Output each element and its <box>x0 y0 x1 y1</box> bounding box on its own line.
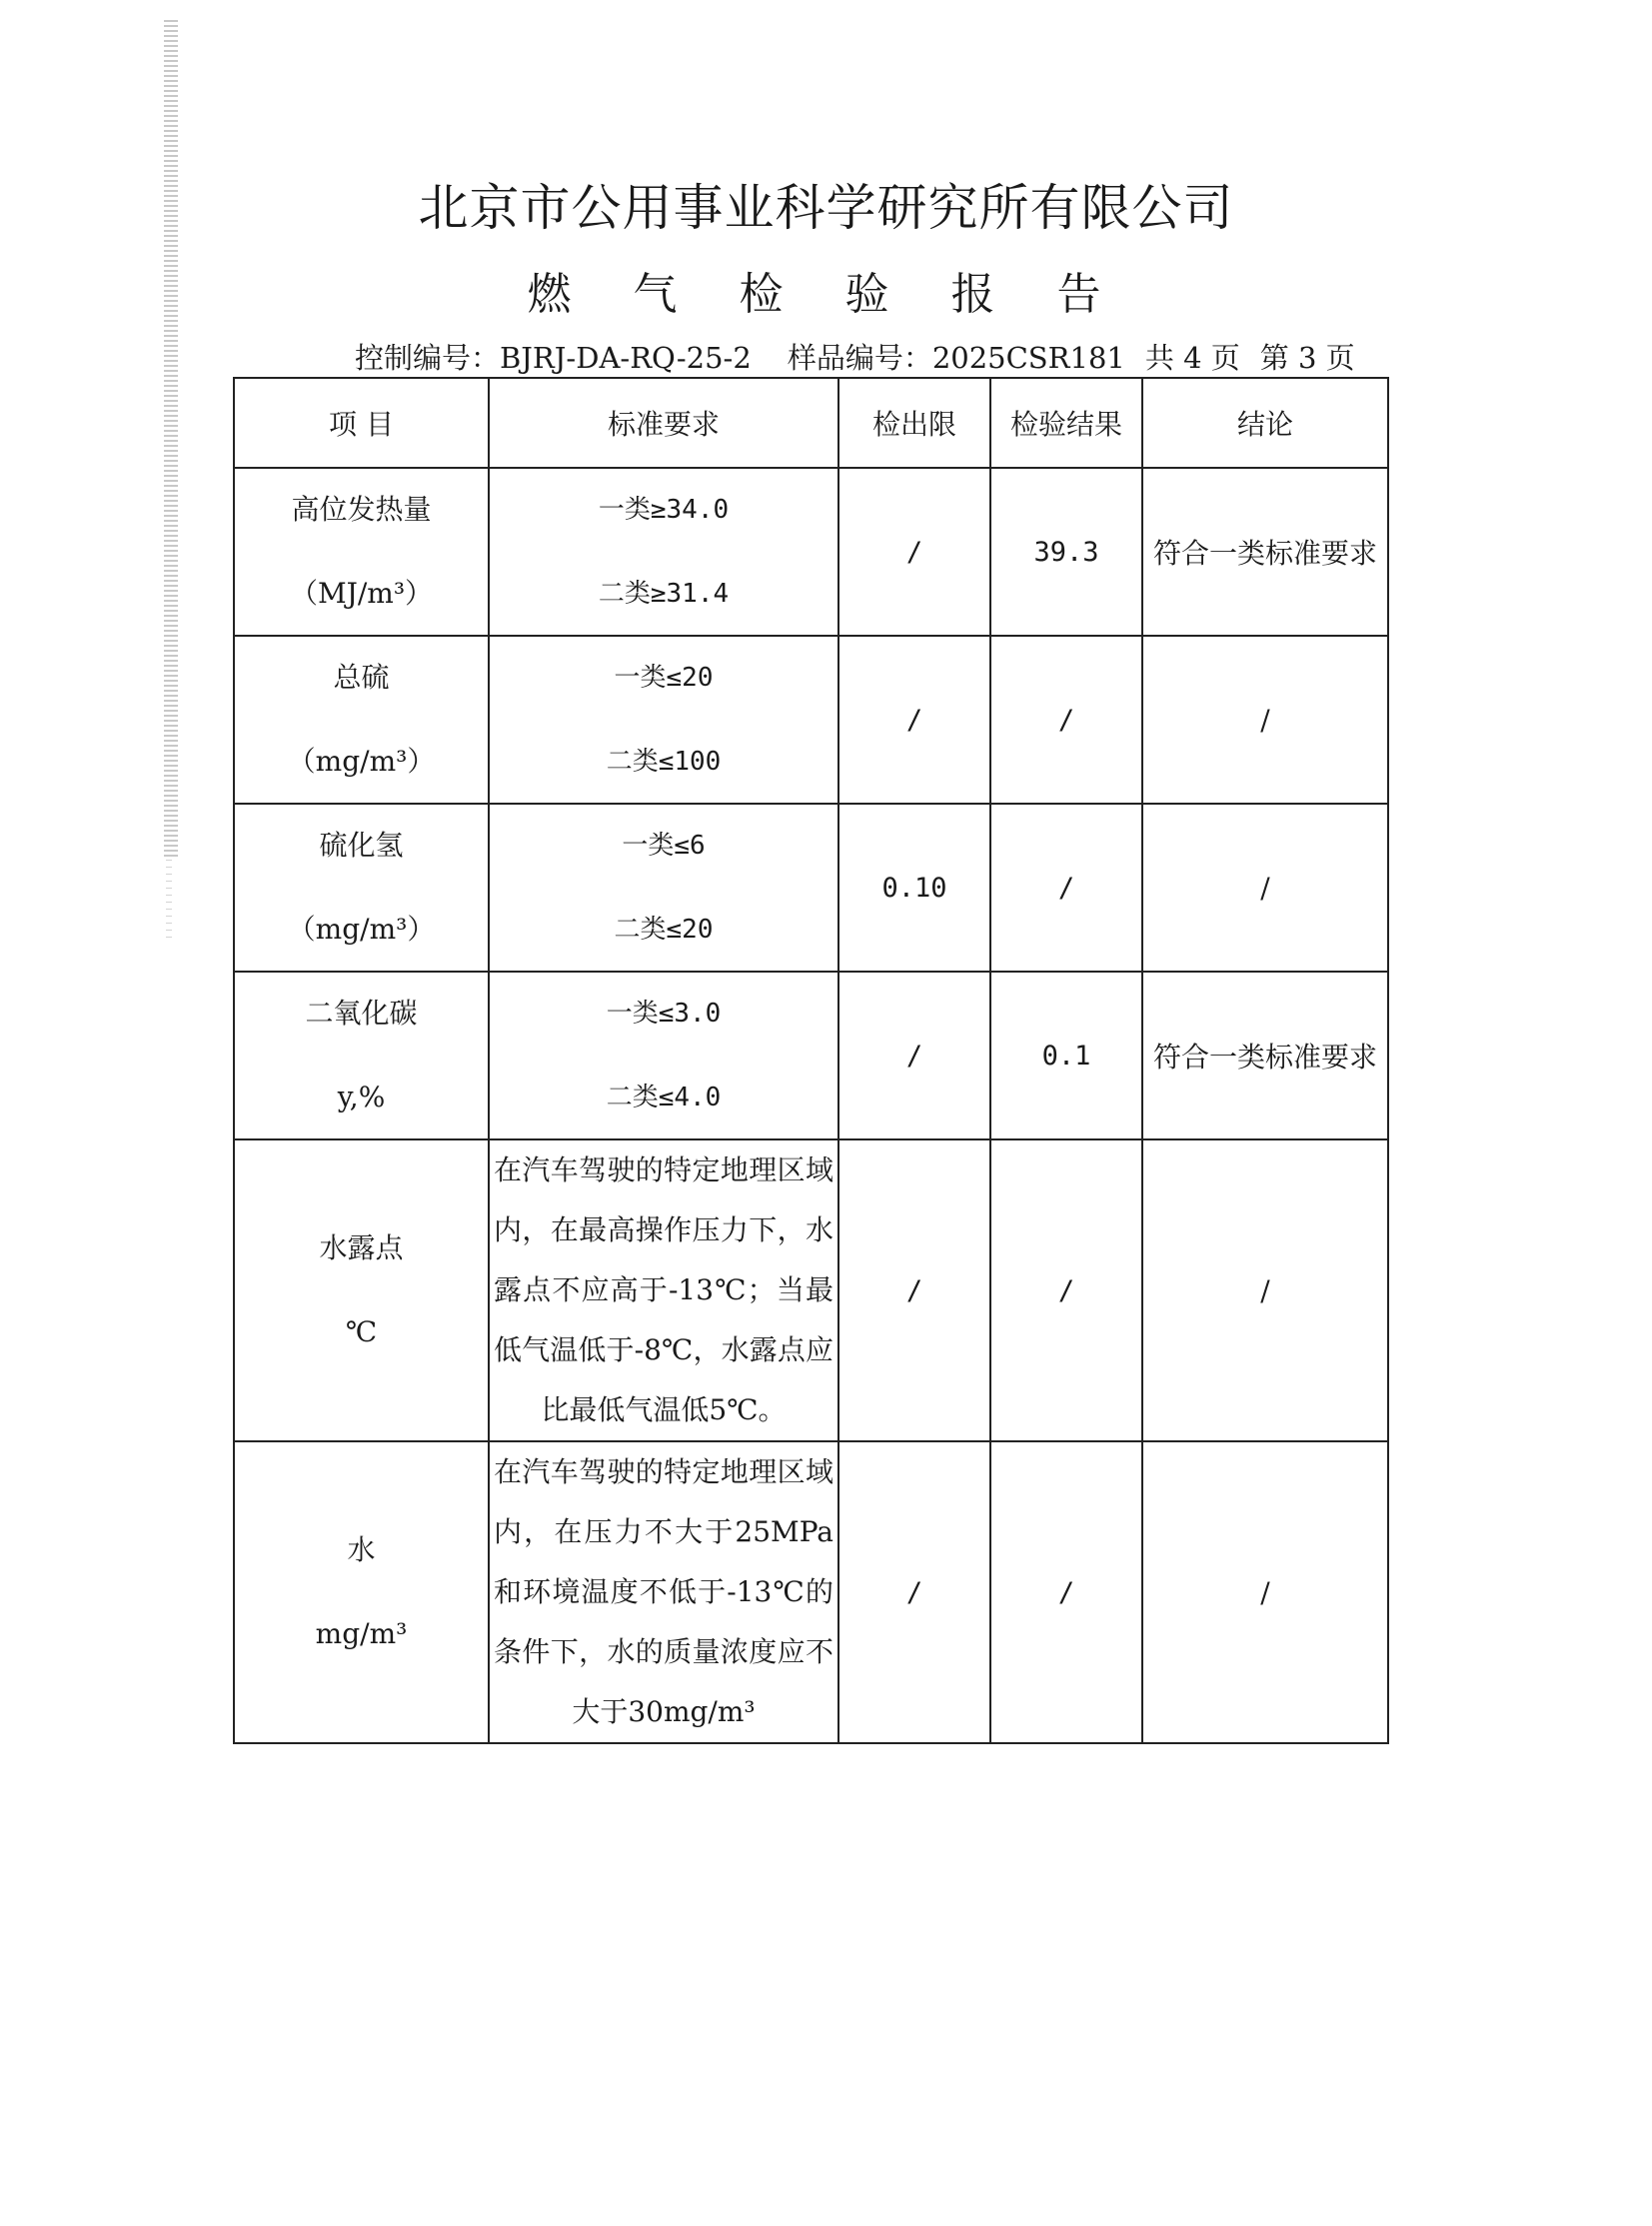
result-cell: / <box>990 804 1142 972</box>
table-header-row <box>234 378 1388 468</box>
column-header-conclusion: 结论 <box>1142 378 1388 468</box>
item-unit: y,% <box>337 1081 386 1113</box>
detection-limit-cell: / <box>838 1441 990 1743</box>
standard-text: 在汽车驾驶的特定地理区域内，在压力不大于25MPa和环境温度不低于-13℃的条件下，水的质量浓度应不大于30mg/m³ <box>494 1455 833 1728</box>
control-number: 控制编号：BJRJ-DA-RQ-25-2 <box>355 341 752 375</box>
standard-class-2: 二类≤100 <box>606 747 722 777</box>
item-name: 二氧化碳 <box>305 997 418 1030</box>
result-cell: / <box>990 1441 1142 1743</box>
conclusion-cell: / <box>1142 804 1388 972</box>
detection-limit-cell: / <box>838 972 990 1139</box>
item-cell <box>234 972 489 1139</box>
standard-class-1: 一类≤3.0 <box>606 999 722 1029</box>
item-unit: ℃ <box>345 1315 378 1348</box>
column-header-result: 检验结果 <box>990 378 1142 468</box>
conclusion-cell: 符合一类标准要求 <box>1142 468 1388 636</box>
company-name: 北京市公用事业科学研究所有限公司 <box>418 179 1234 237</box>
column-header-standard: 标准要求 <box>489 378 838 468</box>
conclusion-cell: / <box>1142 1139 1388 1441</box>
item-name: 水 <box>347 1533 376 1566</box>
column-header-item: 项 目 <box>234 378 489 468</box>
scan-edge-artifact <box>164 20 178 860</box>
standard-class-2: 二类≥31.4 <box>598 579 730 609</box>
item-unit: （mg/m³） <box>287 745 436 778</box>
table-row <box>234 972 1388 1139</box>
detection-limit-cell: 0.10 <box>838 804 990 972</box>
item-cell <box>234 636 489 804</box>
standard-class-2: 二类≤4.0 <box>606 1083 722 1113</box>
standard-cell <box>489 1139 838 1441</box>
result-cell: / <box>990 636 1142 804</box>
result-cell: / <box>990 1139 1142 1441</box>
conclusion-cell: / <box>1142 636 1388 804</box>
report-title: 燃 气 检 验 报 告 <box>527 269 1125 320</box>
item-cell <box>234 468 489 636</box>
detection-limit-cell: / <box>838 468 990 636</box>
inspection-table <box>233 377 1389 1744</box>
item-unit: mg/m³ <box>315 1617 408 1650</box>
sample-number: 样品编号：2025CSR181 <box>787 341 1125 375</box>
scan-edge-artifact-lower <box>166 860 172 940</box>
item-unit: （MJ/m³） <box>289 577 434 610</box>
column-header-detection-limit: 检出限 <box>838 378 990 468</box>
standard-class-1: 一类≤6 <box>622 831 706 861</box>
detection-limit-cell: / <box>838 636 990 804</box>
standard-cell <box>489 468 838 636</box>
table-row <box>234 1441 1388 1743</box>
item-cell <box>234 804 489 972</box>
table-row <box>234 804 1388 972</box>
item-name: 总硫 <box>333 661 390 694</box>
detection-limit-cell: / <box>838 1139 990 1441</box>
conclusion-cell: 符合一类标准要求 <box>1142 972 1388 1139</box>
item-name: 高位发热量 <box>291 493 432 526</box>
item-cell <box>234 1441 489 1743</box>
table-row <box>234 1139 1388 1441</box>
table-row <box>234 636 1388 804</box>
item-name: 硫化氢 <box>319 829 404 862</box>
page-number: 第 3 页 <box>1259 341 1355 375</box>
standard-text: 在汽车驾驶的特定地理区域内，在最高操作压力下，水露点不应高于-13℃；当最低气温低于-8℃，水露点应比最低气温低5℃。 <box>494 1153 833 1426</box>
standard-cell <box>489 636 838 804</box>
standard-class-1: 一类≤20 <box>614 663 714 693</box>
result-cell: 39.3 <box>990 468 1142 636</box>
conclusion-cell: / <box>1142 1441 1388 1743</box>
standard-cell <box>489 804 838 972</box>
total-pages: 共 4 页 <box>1144 341 1240 375</box>
standard-class-1: 一类≥34.0 <box>598 495 730 525</box>
item-unit: （mg/m³） <box>287 913 436 946</box>
table-row <box>234 468 1388 636</box>
standard-cell <box>489 972 838 1139</box>
item-name: 水露点 <box>319 1231 404 1264</box>
report-meta-line <box>355 338 1354 378</box>
standard-cell <box>489 1441 838 1743</box>
standard-class-2: 二类≤20 <box>614 915 714 945</box>
result-cell: 0.1 <box>990 972 1142 1139</box>
item-cell <box>234 1139 489 1441</box>
